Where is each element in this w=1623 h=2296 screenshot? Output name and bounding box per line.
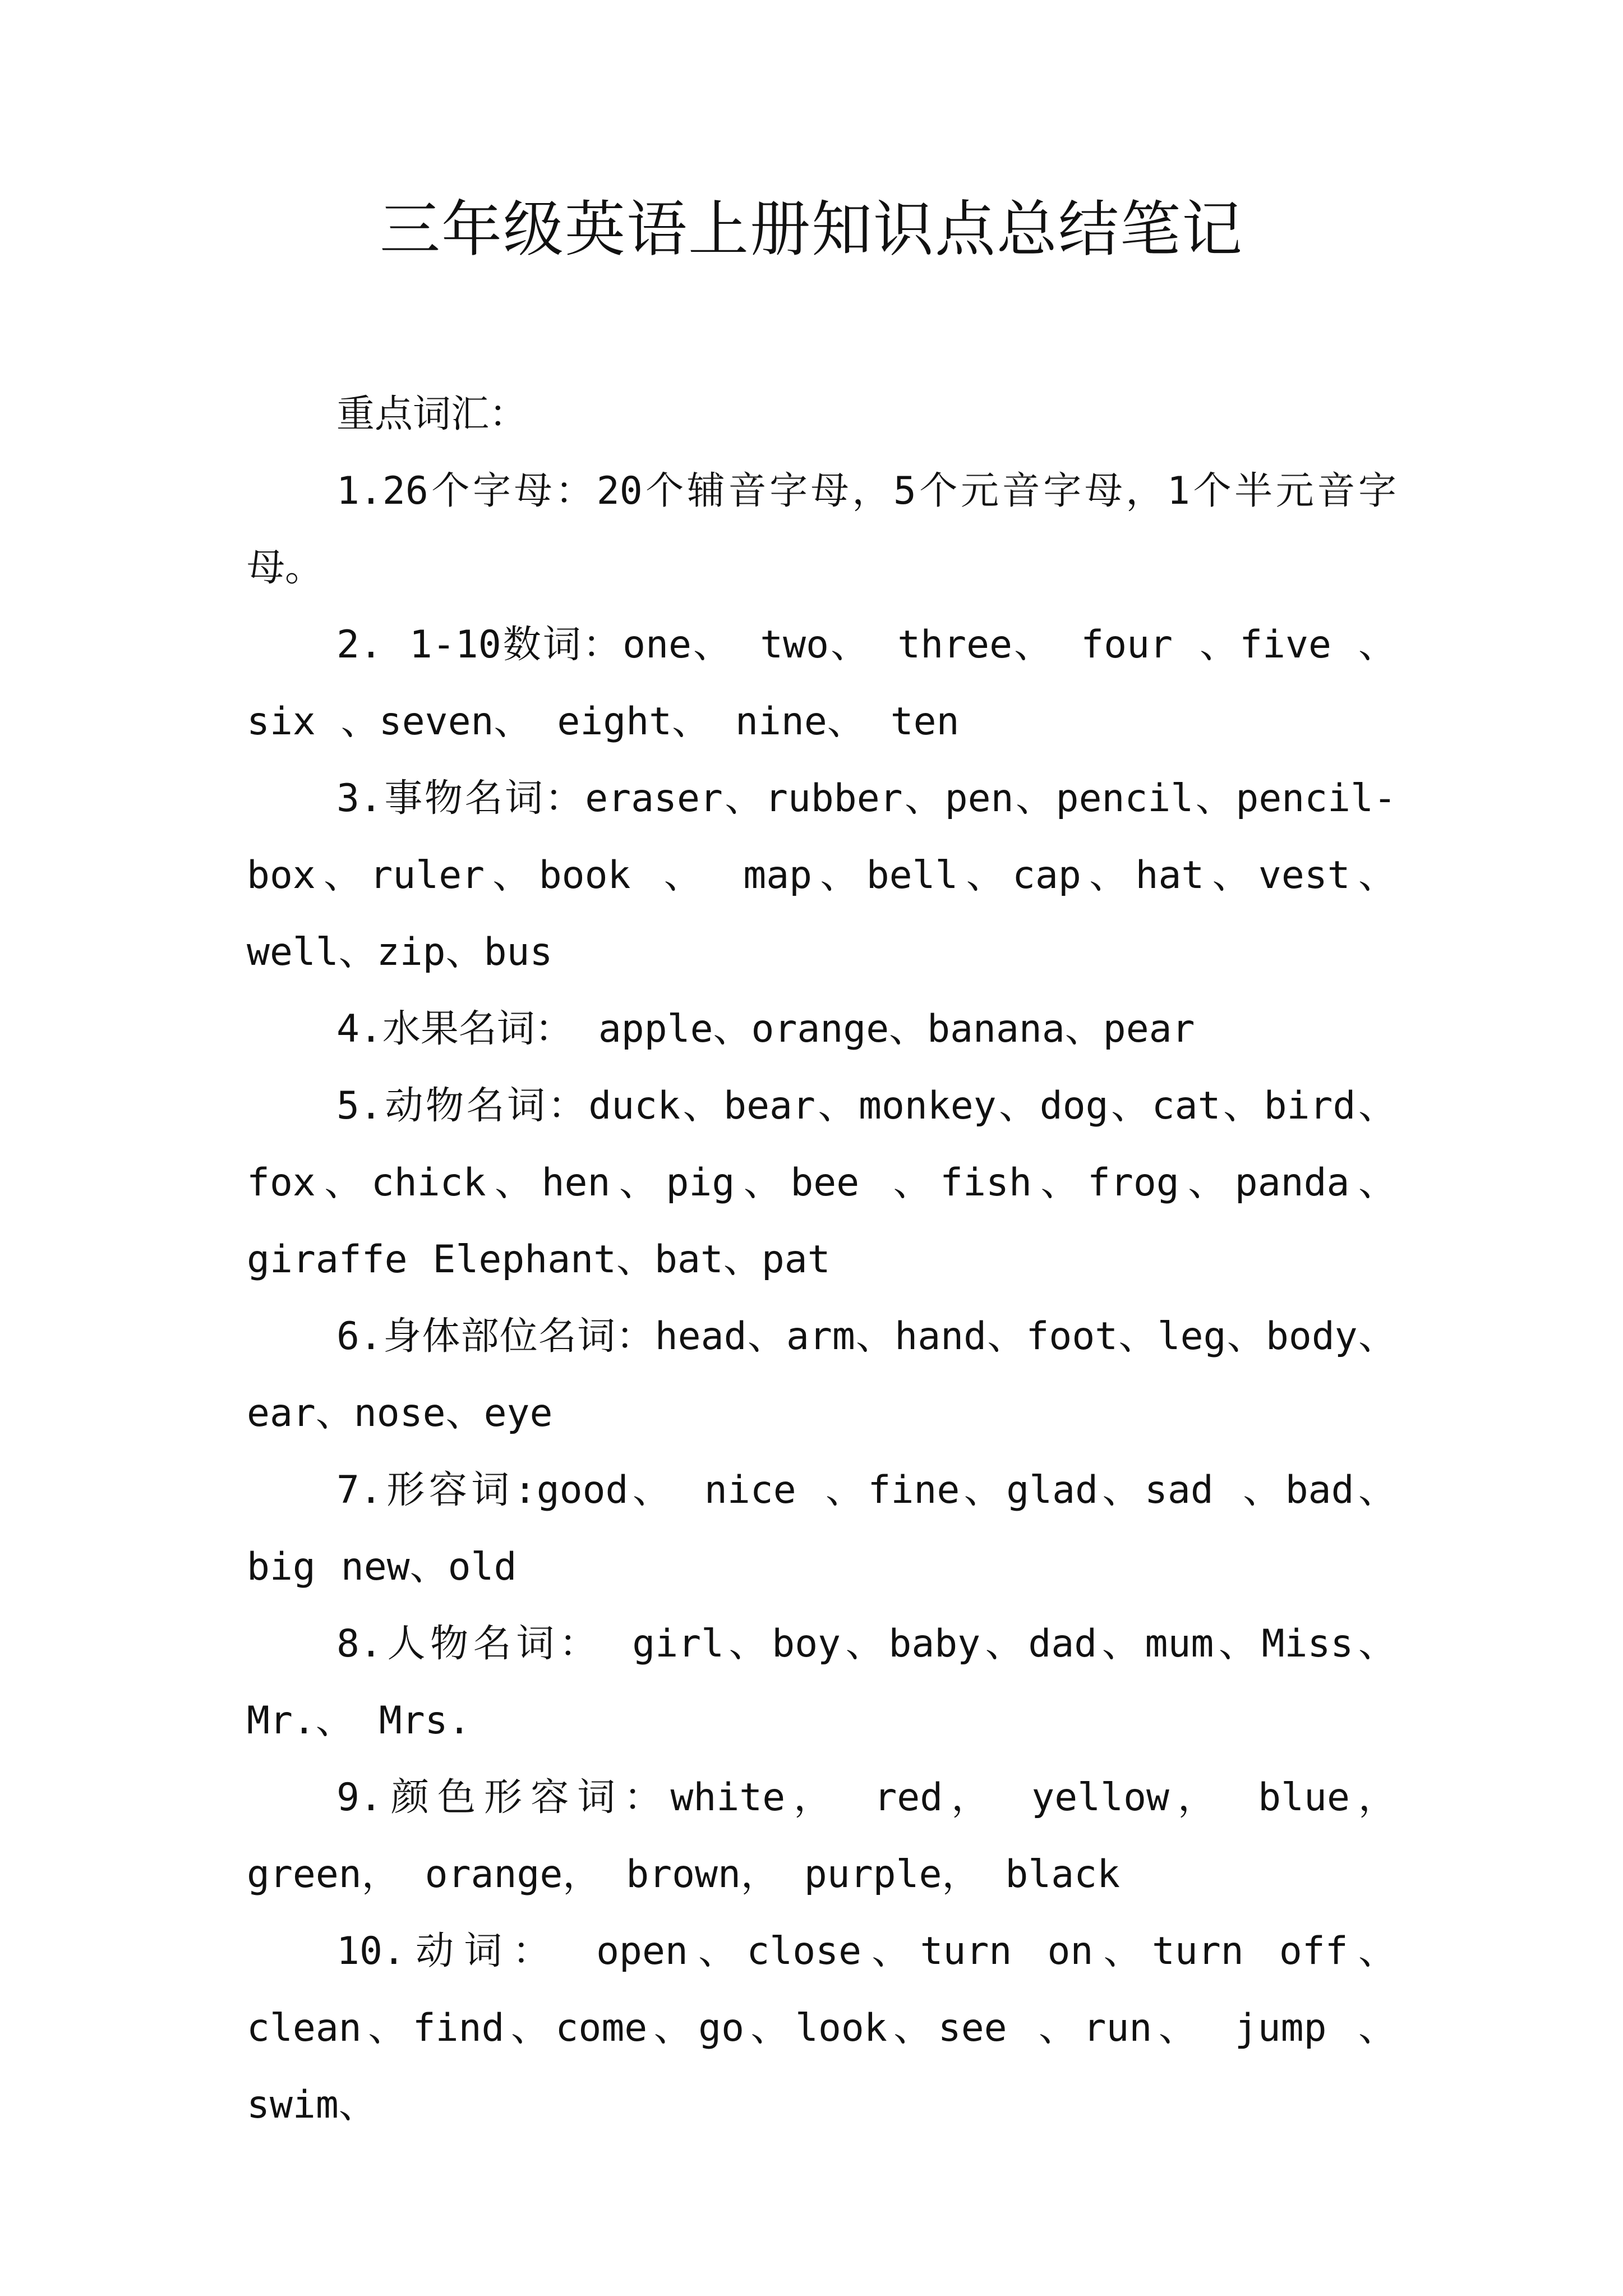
paragraph-fruit-nouns: 4.水果名词： apple、orange、banana、pear <box>336 1007 1195 1051</box>
document-body <box>247 376 1396 2143</box>
paragraph-alphabet: 1.26个字母：20个辅音字母，5个元音字母，1个半元音字母。 <box>247 469 1396 590</box>
paragraph-animal-nouns: 5.动物名词：duck、bear、monkey、dog、cat、bird、fox、chick、hen、pig、bee 、fish、frog、panda、giraffe Elephant、bat、pat <box>247 1084 1396 1282</box>
paragraph-color-adjectives: 9.颜色形容词：white， red， yellow， blue，green， orange， brown， purple， black <box>247 1775 1396 1897</box>
paragraph-people-nouns: 8.人物名词： girl、boy、baby、dad、mum、Miss、Mr.、 Mrs. <box>247 1622 1396 1743</box>
paragraph-object-nouns: 3.事物名词：eraser、rubber、pen、pencil、pencil-box、ruler、book 、 map、bell、cap、hat、vest、well、zip、bus <box>247 776 1396 974</box>
paragraph-numbers: 2. 1-10数词：one、 two、 three、 four 、five 、six 、seven、 eight、 nine、 ten <box>247 623 1396 744</box>
paragraph-body-part-nouns: 6.身体部位名词：head、arm、hand、foot、leg、body、ear、nose、eye <box>247 1314 1396 1435</box>
document-title: 三年级英语上册知识点总结笔记 <box>379 195 1243 265</box>
paragraph-verbs: 10.动词： open、close、turn on、turn off、clean、find、come、go、look、see 、run、 jump 、swim、 <box>247 1929 1396 2127</box>
paragraph-vocab-heading: 重点词汇： <box>336 392 528 436</box>
paragraph-adjectives: 7.形容词:good、 nice 、fine、glad、sad 、bad、big new、old <box>247 1468 1396 1589</box>
